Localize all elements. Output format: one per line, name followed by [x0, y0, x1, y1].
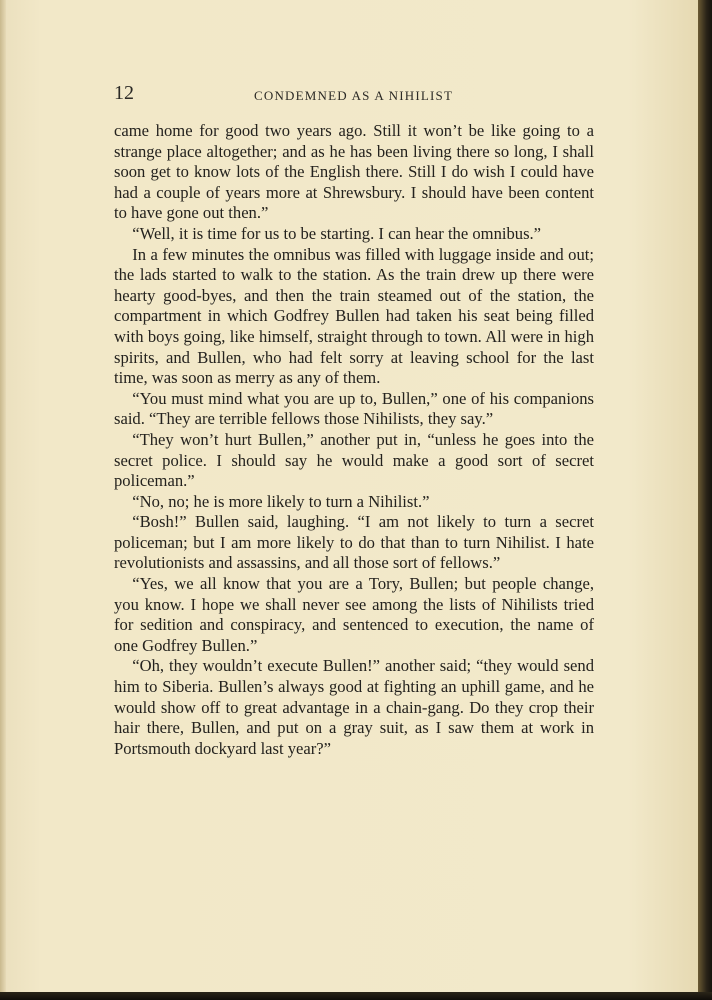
paragraph: “Bosh!” Bullen said, laughing. “I am not likely to turn a secret policeman; but I am more likely to do that than to turn Nihilist. I hate revolutionists and assassins, and all those sort of fellows.” [114, 512, 594, 573]
paragraph: “Well, it is time for us to be starting. I can hear the omnibus.” [132, 223, 542, 243]
page-header [114, 82, 594, 108]
page-number: 12 [114, 82, 134, 104]
paragraph: “No, no; he is more likely to turn a Nihilist.” [132, 491, 430, 511]
book-spine-shadow [698, 0, 712, 1000]
page-left-edge [0, 0, 6, 992]
paragraph: “You must mind what you are up to, Bullen,” one of his companions said. “They are terrible fellows those Nihilists, they say.” [114, 388, 594, 429]
paragraph: “Oh, they wouldn’t execute Bullen!” another said; “they would send him to Siberia. Bullen’s always good at fighting an uphill game, and he would show off to great advantage in a chain-gang. Do they crop their hair there, Bullen, and put on a gray suit, as I saw them at work in Portsmouth dockyard last year?” [114, 656, 594, 758]
paragraph: “They won’t hurt Bullen,” another put in, “unless he goes into the secret police. I should say he would make a good sort of secret policeman.” [114, 429, 594, 491]
paragraph: In a few minutes the omnibus was filled with luggage inside and out; the lads started to walk to the station. As the train drew up there were hearty good-byes, and then the train steamed out of the station, the compartment in which Godfrey Bullen had taken his seat being filled with boys going, like himself, straight through to town. All were in high spirits, and Bullen, who had felt sorry at leaving school for the last time, was soon as merry as any of them. [114, 244, 594, 388]
body-text [114, 121, 594, 759]
paragraph: came home for good two years ago. Still it won’t be like going to a strange place altogether; and as he has been living there so long, I shall soon get to know lots of the English there. Still I do wish I could have had a couple of years more at Shrewsbury. I should have been content to have gone out then.” [114, 121, 594, 223]
page-bottom-shadow [0, 992, 712, 1000]
paragraph: “Yes, we all know that you are a Tory, Bullen; but people change, you know. I hope we shall never see among the lists of Nihilists tried for sedition and conspiracy, and sentenced to execution, the name of one Godfrey Bullen.” [114, 574, 594, 655]
running-head: CONDEMNED AS A NIHILIST [254, 88, 454, 103]
